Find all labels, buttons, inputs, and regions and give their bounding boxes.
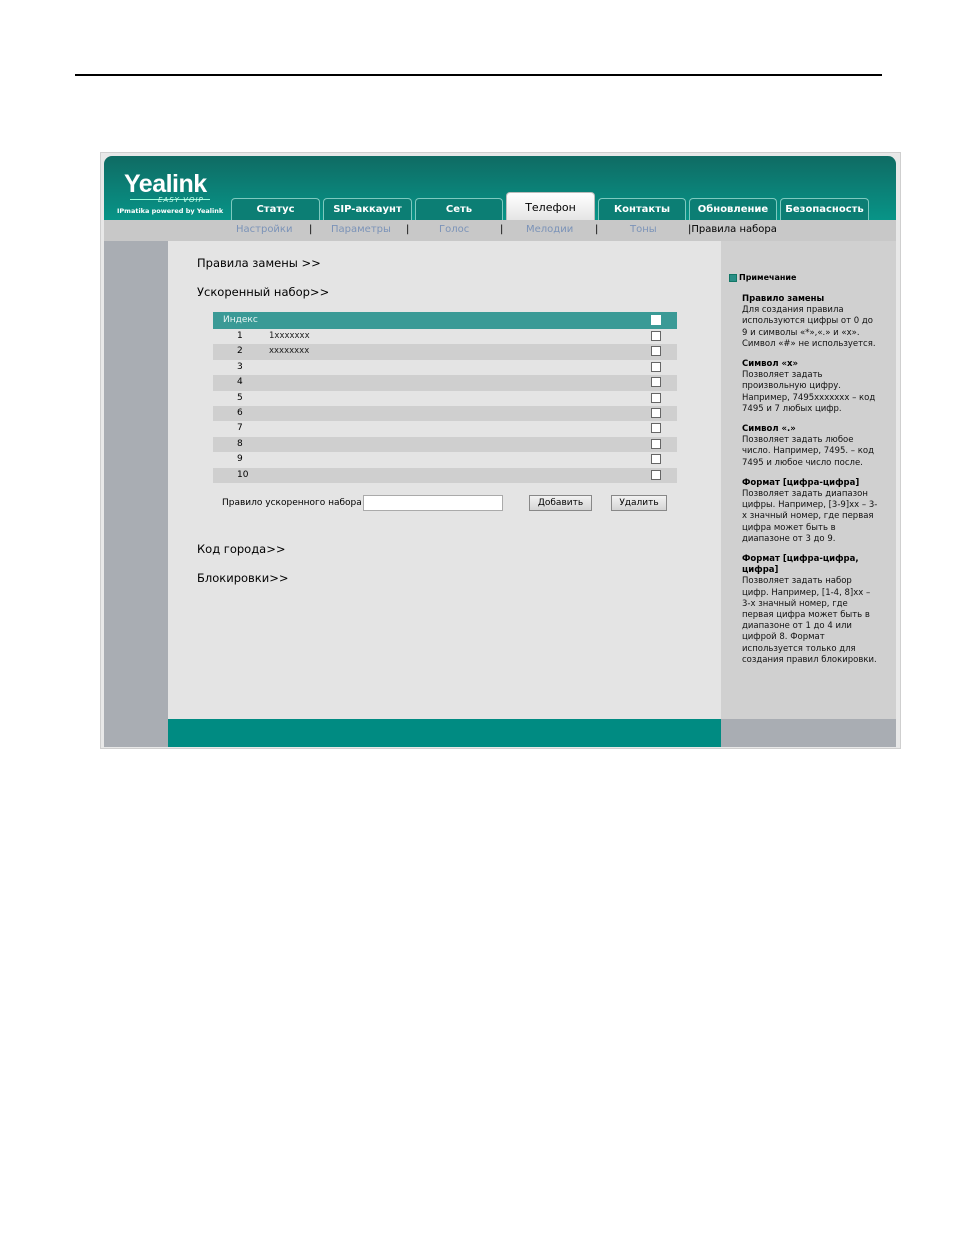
add-button[interactable]: Добавить bbox=[529, 495, 592, 511]
tab-contacts[interactable]: Контакты bbox=[598, 198, 686, 221]
row-value: xxxxxxxx bbox=[269, 346, 310, 357]
speed-dial-rule-label: Правило ускоренного набора bbox=[222, 498, 362, 508]
tab-update[interactable]: Обновление bbox=[689, 198, 777, 221]
subnav-current-dial-rules: |Правила набора bbox=[688, 224, 777, 235]
note-header bbox=[729, 273, 894, 285]
note bbox=[729, 273, 894, 666]
row-index: 8 bbox=[237, 438, 243, 449]
table-row bbox=[213, 375, 677, 390]
note-block-body: Для создания правила используются цифры от 0 до 9 и символы «*»,«.» и «x». Символ «#» не используется. bbox=[742, 305, 876, 349]
subnav-voice[interactable]: Голос bbox=[439, 224, 470, 235]
tab-sip-account[interactable]: SIP-аккаунт bbox=[323, 198, 412, 221]
table-row bbox=[213, 421, 677, 436]
note-block bbox=[742, 424, 878, 469]
row-checkbox[interactable] bbox=[651, 393, 661, 403]
subnav-separator: | bbox=[595, 224, 599, 235]
note-title: Примечание bbox=[739, 273, 797, 282]
table-row bbox=[213, 344, 677, 359]
row-checkbox[interactable] bbox=[651, 377, 661, 387]
note-block-title: Формат [цифра-цифра] bbox=[742, 477, 860, 488]
row-index: 3 bbox=[237, 361, 243, 372]
note-block-title: Символ «x» bbox=[742, 359, 799, 370]
select-all-checkbox[interactable] bbox=[651, 315, 661, 325]
footer-bar bbox=[168, 719, 721, 747]
logo-credit: IPmatika powered by Yealink bbox=[117, 207, 224, 215]
row-checkbox[interactable] bbox=[651, 346, 661, 356]
browser-frame bbox=[100, 152, 901, 749]
footer-left bbox=[104, 719, 168, 747]
note-block-body: Позволяет задать диапазон цифры. Например, [3-9]xx – 3-х значный номер, где первая цифра может быть в диапазоне от 3 до 9. bbox=[742, 489, 878, 544]
tab-phone[interactable]: Телефон bbox=[506, 192, 595, 221]
main-content bbox=[168, 241, 721, 719]
row-checkbox[interactable] bbox=[651, 423, 661, 433]
table-row bbox=[213, 468, 677, 483]
footer-right bbox=[721, 719, 896, 747]
note-block bbox=[742, 359, 878, 415]
row-checkbox[interactable] bbox=[651, 454, 661, 464]
subnav-separator: | bbox=[406, 224, 410, 235]
note-block-body: Позволяет задать произвольную цифру. Например, 7495xxxxxxx – код 7495 и 7 любых цифр. bbox=[742, 370, 876, 414]
replace-rules-link[interactable]: Правила замены >> bbox=[197, 256, 321, 270]
row-value: 1xxxxxxx bbox=[269, 331, 310, 341]
row-index: 1 bbox=[237, 331, 243, 341]
row-index: 6 bbox=[237, 407, 243, 418]
speed-dial-rule-input[interactable] bbox=[363, 495, 503, 511]
sub-navigation bbox=[104, 220, 896, 241]
logo-tagline: EASY VOIP bbox=[158, 196, 204, 204]
tab-status[interactable]: Статус bbox=[231, 198, 320, 221]
table-row bbox=[213, 391, 677, 406]
subnav-separator: | bbox=[500, 224, 504, 235]
yealink-logo bbox=[116, 168, 232, 220]
row-checkbox[interactable] bbox=[651, 362, 661, 372]
table-row bbox=[213, 329, 677, 344]
subnav-ringtones[interactable]: Мелодии bbox=[526, 224, 574, 235]
row-checkbox[interactable] bbox=[651, 408, 661, 418]
note-panel bbox=[721, 241, 896, 719]
row-checkbox[interactable] bbox=[651, 470, 661, 480]
note-block-body: Позволяет задать набор цифр. Например, [1-4, 8]xx – 3-х значный номер, где первая цифра может быть в диапазоне от 1 до 4 или цифрой 8. Формат используется только для создания правил блокировки. bbox=[742, 576, 877, 665]
table-row bbox=[213, 437, 677, 452]
tab-network[interactable]: Сеть bbox=[415, 198, 503, 221]
left-sidebar bbox=[104, 241, 168, 719]
page-top-rule bbox=[75, 74, 882, 76]
speed-dial-link[interactable]: Ускоренный набор>> bbox=[197, 285, 330, 299]
row-index: 5 bbox=[237, 392, 243, 403]
subnav-parameters[interactable]: Параметры bbox=[331, 224, 391, 235]
row-index: 7 bbox=[237, 423, 243, 434]
header-index: Индекс bbox=[223, 315, 258, 325]
subnav-separator: | bbox=[309, 224, 313, 235]
row-index: 2 bbox=[237, 346, 243, 357]
logo-brand: Yealink bbox=[124, 170, 207, 198]
note-block bbox=[742, 554, 878, 666]
row-checkbox[interactable] bbox=[651, 439, 661, 449]
row-index: 4 bbox=[237, 377, 243, 388]
table-header bbox=[213, 312, 677, 329]
row-checkbox[interactable] bbox=[651, 331, 661, 341]
table-row bbox=[213, 360, 677, 375]
speed-dial-table bbox=[213, 312, 677, 483]
note-toggle-icon[interactable] bbox=[729, 274, 737, 282]
note-block bbox=[742, 294, 878, 350]
blocking-link[interactable]: Блокировки>> bbox=[197, 571, 289, 585]
tab-security[interactable]: Безопасность bbox=[780, 198, 869, 221]
row-index: 9 bbox=[237, 454, 243, 465]
row-index: 10 bbox=[237, 469, 249, 480]
delete-button[interactable]: Удалить bbox=[611, 495, 667, 511]
note-block-title: Символ «.» bbox=[742, 424, 796, 435]
table-row bbox=[213, 452, 677, 467]
note-block-title: Правило замены bbox=[742, 294, 825, 304]
note-block-title: Формат [цифра-цифра, цифра] bbox=[742, 554, 859, 576]
speed-dial-rule-row bbox=[222, 495, 682, 513]
table-row bbox=[213, 406, 677, 421]
header-bar bbox=[104, 156, 896, 220]
subnav-tones[interactable]: Тоны bbox=[630, 224, 657, 235]
note-block bbox=[742, 478, 878, 545]
area-code-link[interactable]: Код города>> bbox=[197, 542, 286, 556]
subnav-settings[interactable]: Настройки bbox=[236, 224, 293, 235]
note-block-body: Позволяет задать любое число. Например, 7495. – код 7495 и любое число после. bbox=[742, 435, 874, 468]
